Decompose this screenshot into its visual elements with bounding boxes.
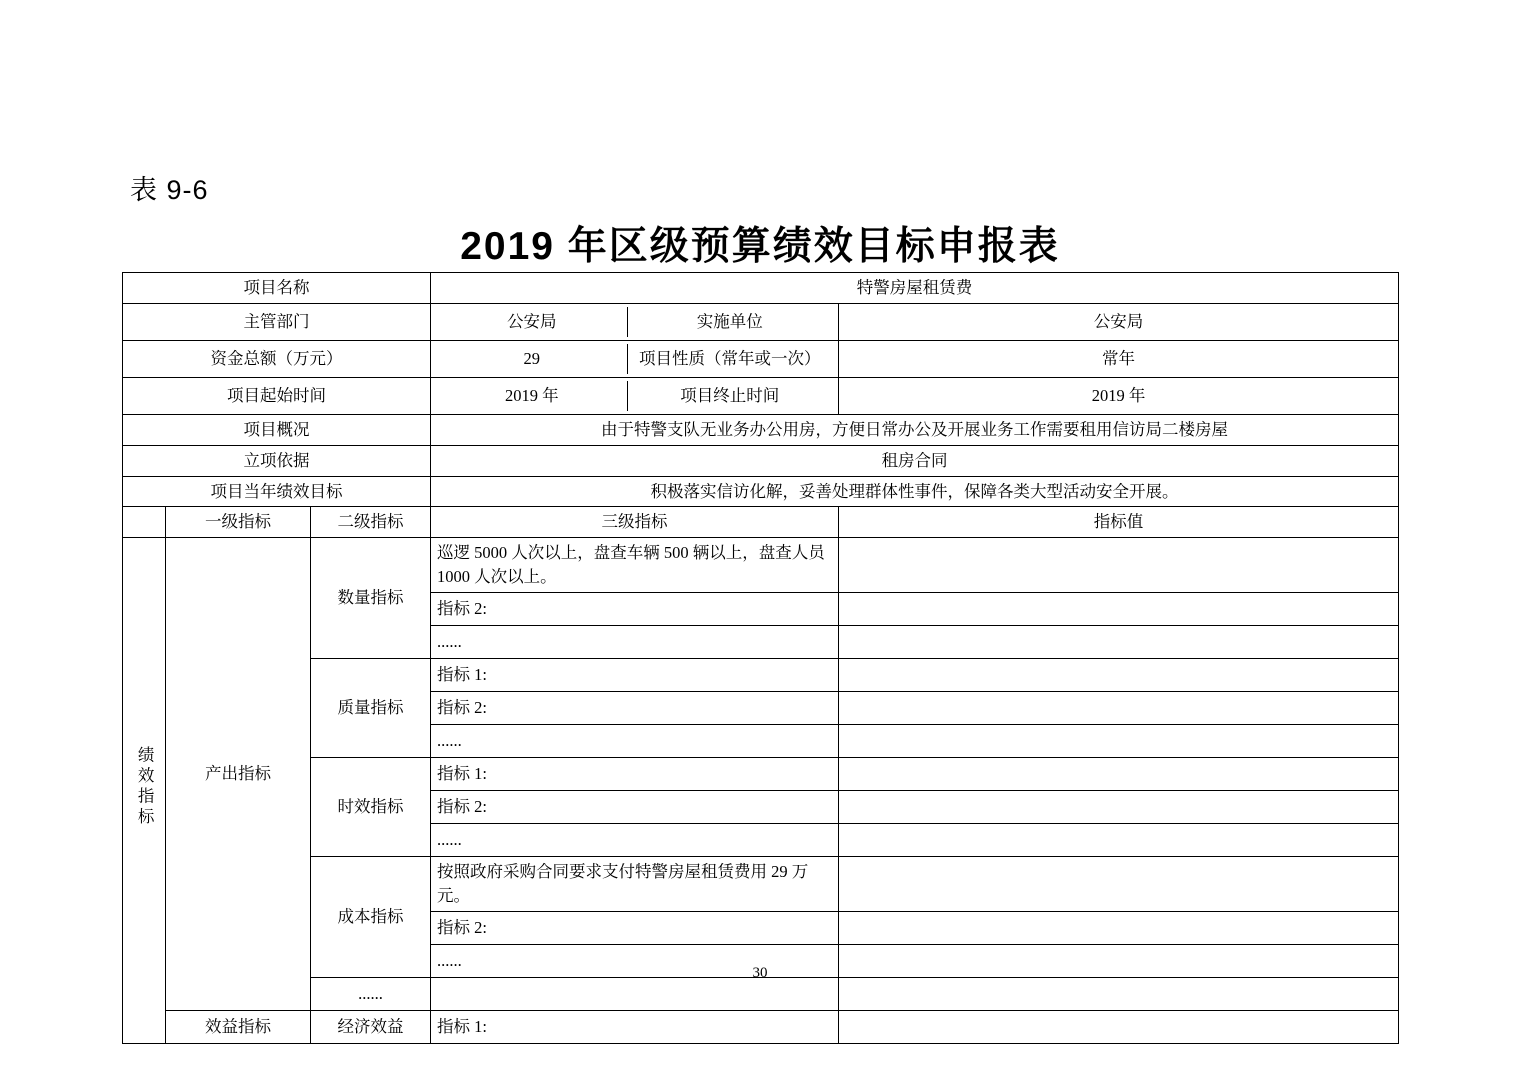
col-header-value: 指标值 xyxy=(839,507,1399,538)
level2-ellipsis: ...... xyxy=(311,978,431,1011)
level3-cell: 按照政府采购合同要求支付特警房屋租赁费用 29 万元。 xyxy=(431,857,839,912)
start-label: 项目起始时间 xyxy=(123,377,431,414)
level3-cell: 指标 2: xyxy=(431,593,839,626)
dept-value-text: 公安局 xyxy=(507,311,557,331)
end-label: 项目终止时间 xyxy=(627,381,832,411)
unit-value: 公安局 xyxy=(839,303,1399,340)
value-cell xyxy=(839,791,1399,824)
value-cell xyxy=(839,824,1399,857)
amount-cell xyxy=(431,340,839,377)
table-row xyxy=(123,538,1399,593)
level1-benefit: 效益指标 xyxy=(166,1011,311,1044)
table-row xyxy=(123,303,1399,340)
col-header-level2: 二级指标 xyxy=(311,507,431,538)
overview-value: 由于特警支队无业务办公用房，方便日常办公及开展业务工作需要租用信访局二楼房屋 xyxy=(431,414,1399,445)
level3-cell: 指标 2: xyxy=(431,791,839,824)
annual-goal-label: 项目当年绩效目标 xyxy=(123,476,431,507)
nature-label: 项目性质（常年或一次） xyxy=(627,344,832,374)
level2-quantity: 数量指标 xyxy=(311,538,431,659)
level3-cell: 巡逻 5000 人次以上，盘查车辆 500 辆以上，盘查人员 1000 人次以上。 xyxy=(431,538,839,593)
table-row xyxy=(123,414,1399,445)
table-row xyxy=(123,377,1399,414)
table-row xyxy=(123,476,1399,507)
col-header-level3: 三级指标 xyxy=(431,507,839,538)
value-cell xyxy=(839,725,1399,758)
value-cell xyxy=(839,538,1399,593)
table-row xyxy=(123,507,1399,538)
annual-goal-value: 积极落实信访化解，妥善处理群体性事件，保障各类大型活动安全开展。 xyxy=(431,476,1399,507)
table-row xyxy=(123,445,1399,476)
table-row xyxy=(123,758,1399,791)
value-cell xyxy=(839,659,1399,692)
value-cell xyxy=(839,978,1399,1011)
table-row xyxy=(123,659,1399,692)
value-cell xyxy=(839,692,1399,725)
value-cell xyxy=(839,593,1399,626)
level3-cell: 指标 1: xyxy=(431,1011,839,1044)
basis-value: 租房合同 xyxy=(431,445,1399,476)
amount-label: 资金总额（万元） xyxy=(123,340,431,377)
dept-value xyxy=(431,303,839,340)
project-name-value: 特警房屋租赁费 xyxy=(431,273,1399,304)
level3-cell: ...... xyxy=(431,626,839,659)
level3-cell: ...... xyxy=(431,725,839,758)
value-cell xyxy=(839,857,1399,912)
level3-cell: 指标 2: xyxy=(431,912,839,945)
level2-cost: 成本指标 xyxy=(311,857,431,978)
value-cell xyxy=(839,1011,1399,1044)
level3-cell xyxy=(431,978,839,1011)
unit-label: 实施单位 xyxy=(627,307,832,337)
level2-timeliness: 时效指标 xyxy=(311,758,431,857)
level3-cell: ...... xyxy=(431,824,839,857)
level3-cell: 指标 1: xyxy=(431,758,839,791)
col-header-level1: 一级指标 xyxy=(166,507,311,538)
level2-economic-benefit: 经济效益 xyxy=(311,1011,431,1044)
level3-cell: 指标 2: xyxy=(431,692,839,725)
table-row xyxy=(123,273,1399,304)
value-cell xyxy=(839,626,1399,659)
start-cell xyxy=(431,377,839,414)
table-row xyxy=(123,1011,1399,1044)
value-cell xyxy=(839,912,1399,945)
table-row xyxy=(123,857,1399,912)
table-row xyxy=(123,978,1399,1011)
start-value: 2019 年 xyxy=(504,385,559,405)
level3-cell: ...... xyxy=(431,945,839,978)
nature-value: 常年 xyxy=(839,340,1399,377)
dept-label: 主管部门 xyxy=(123,303,431,340)
level1-output: 产出指标 xyxy=(166,538,311,1011)
table-row xyxy=(123,340,1399,377)
level2-quality: 质量指标 xyxy=(311,659,431,758)
page-title: 2019 年区级预算绩效目标申报表 xyxy=(460,225,1060,268)
page-number: 30 xyxy=(752,965,768,981)
level3-cell: 指标 1: xyxy=(431,659,839,692)
overview-label: 项目概况 xyxy=(123,414,431,445)
performance-goal-table xyxy=(122,272,1399,1044)
amount-value: 29 xyxy=(523,348,541,368)
form-label: 表 9-6 xyxy=(130,175,209,205)
side-label-text: 绩效指标 xyxy=(135,746,155,829)
basis-label: 立项依据 xyxy=(123,445,431,476)
value-cell xyxy=(839,758,1399,791)
end-value: 2019 年 xyxy=(839,377,1399,414)
project-name-label: 项目名称 xyxy=(123,273,431,304)
